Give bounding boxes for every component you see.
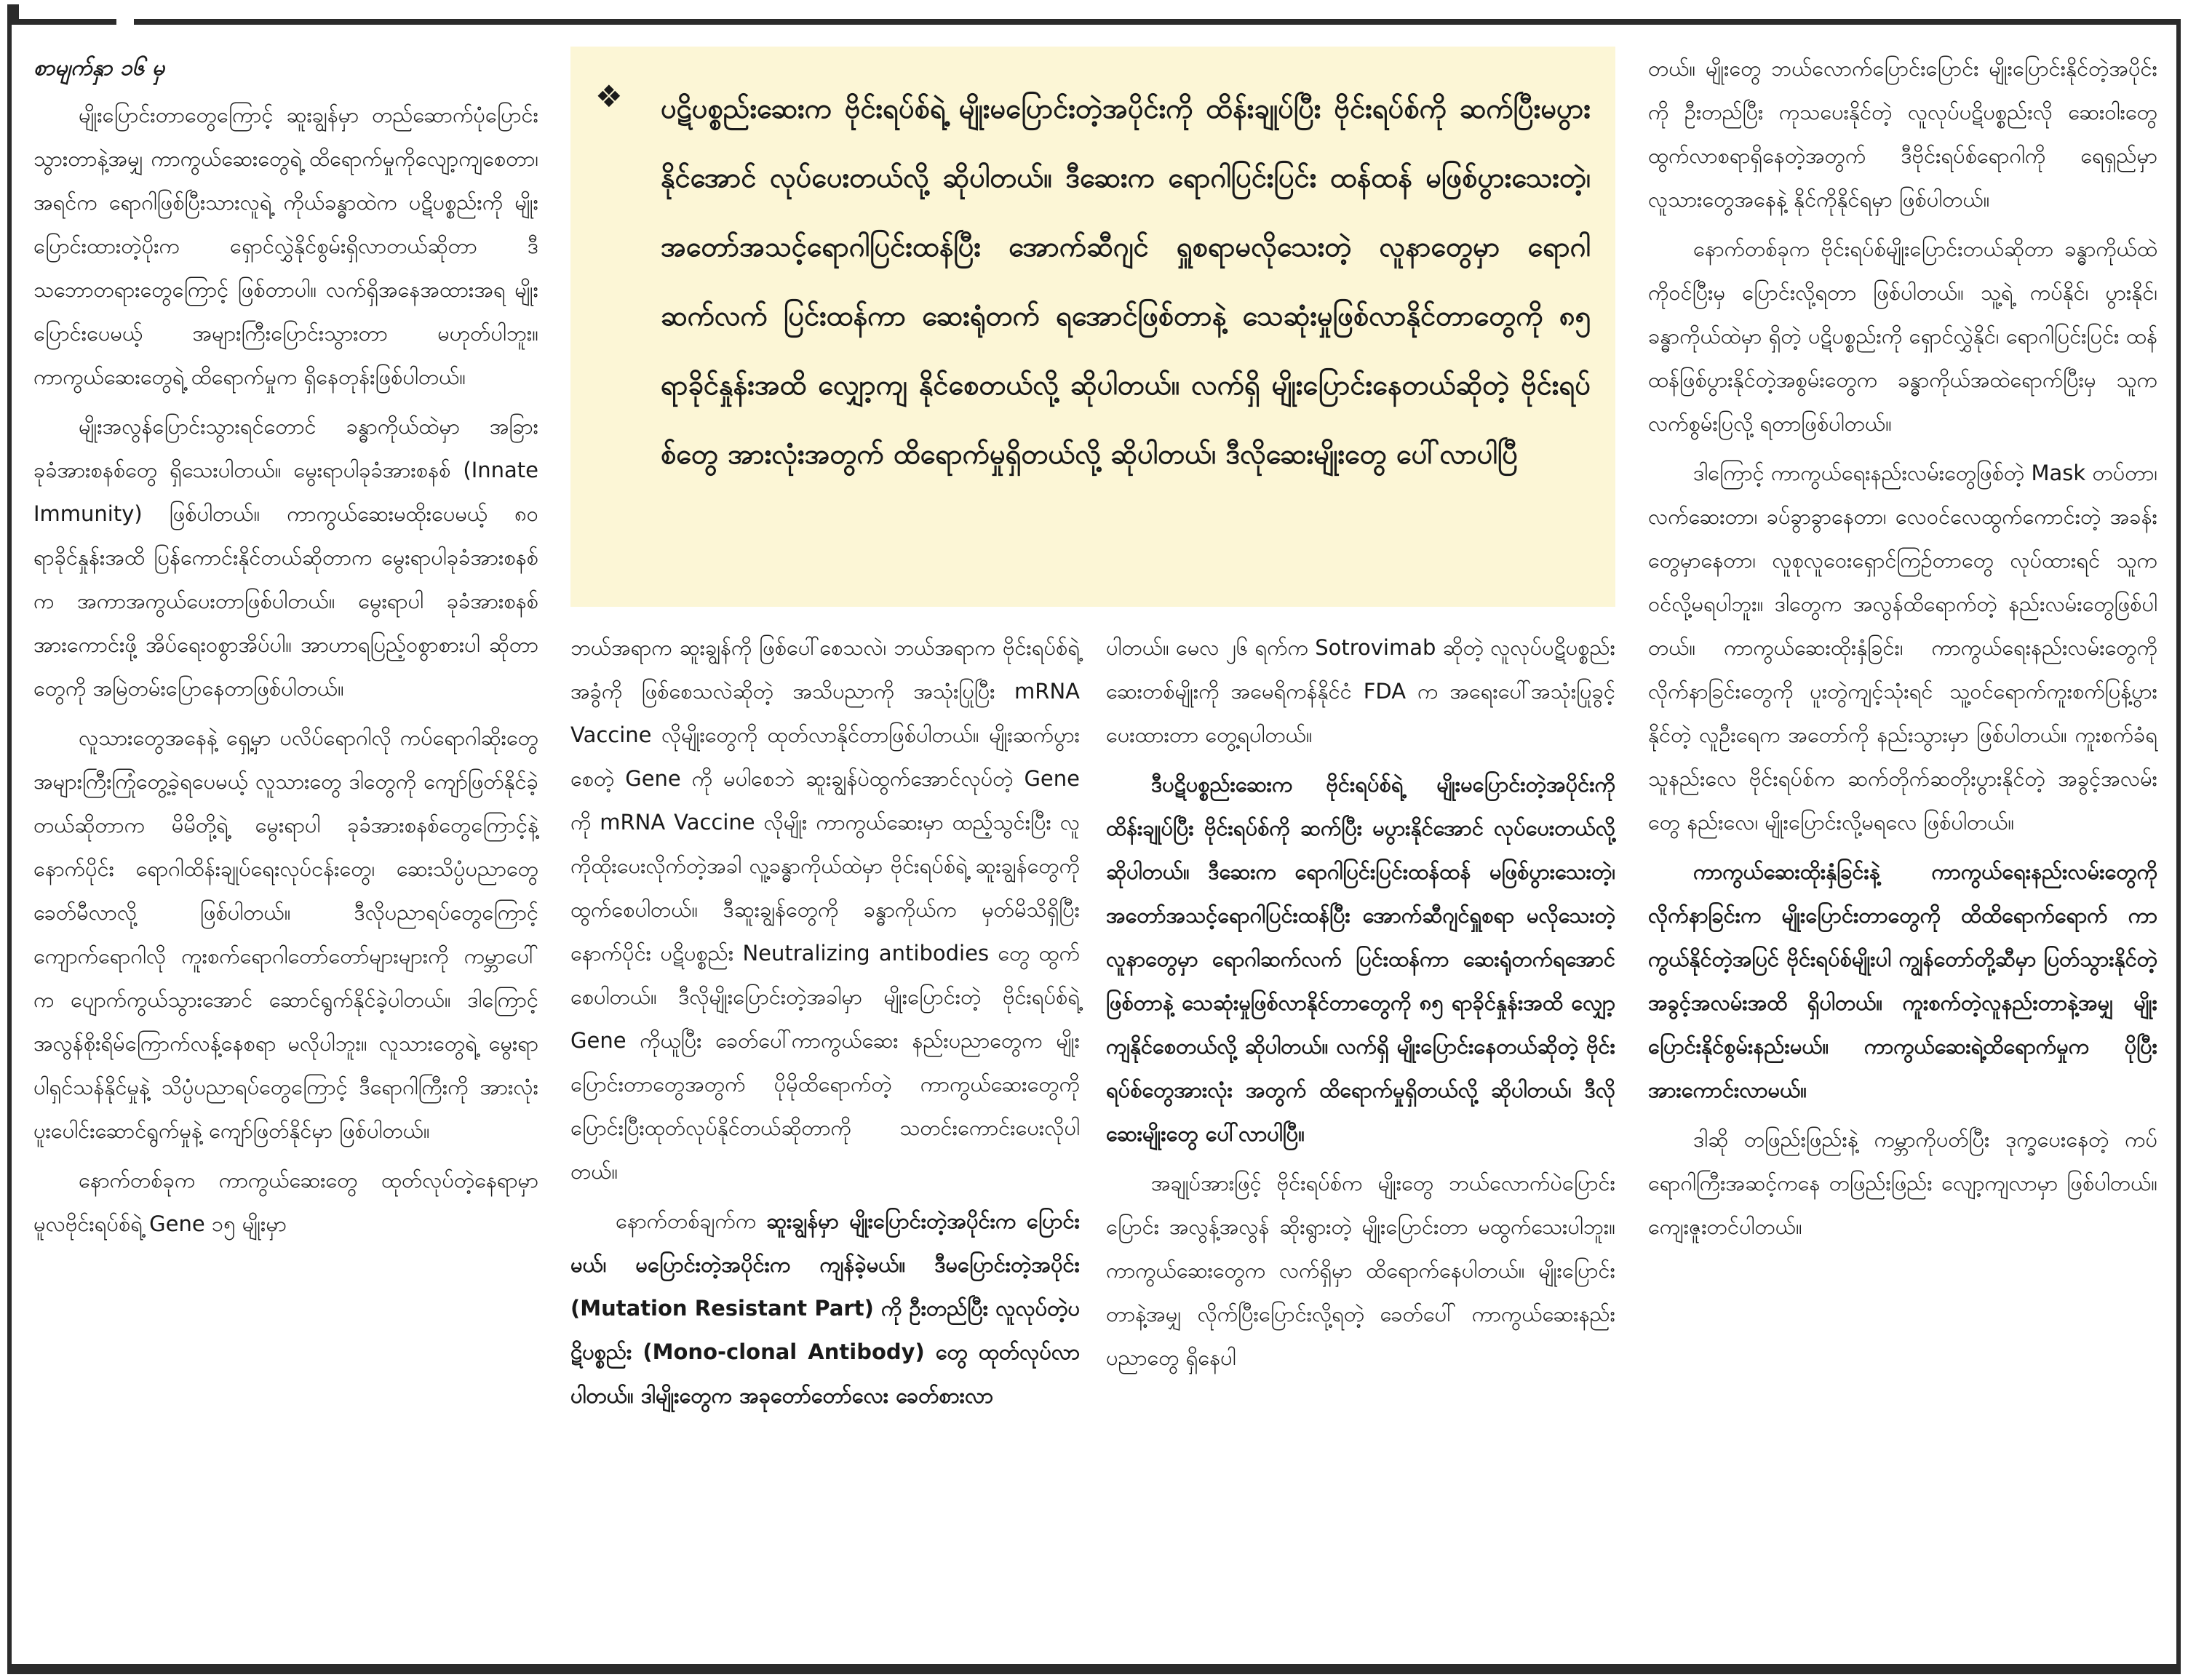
article-column-4 <box>1648 47 2157 1254</box>
top-rule-bar <box>134 19 2181 25</box>
paragraph: ဒါဆို တဖြည်းဖြည်းနဲ့ ကမ္ဘာကိုပတ်ပြီး ဒုက္ခပေးနေတဲ့ ကပ်ရောဂါကြီးအဆင့်ကနေ တဖြည်းဖြည်း လျော့ကျလာမှာ ဖြစ်ပါတယ်။ ကျေးဇူးတင်ပါတယ်။ <box>1648 1127 2157 1239</box>
paragraph: မျိုးအလွန်ပြောင်းသွားရင်တောင် ခန္ဓာကိုယ်ထဲမှာ အခြားခုခံအားစနစ်တွေ ရှိသေးပါတယ်။ မွေးရာပါခုခံအားစနစ် (Innate Immunity) ဖြစ်ပါတယ်။ ကာကွယ်ဆေးမထိုးပေမယ့် ၈၀ ရာခိုင်နှုန်းအထိ ပြန်ကောင်းနိုင်တယ်ဆိုတာက မွေးရာပါခုခံအားစနစ်က အကာအကွယ်ပေးတာဖြစ်ပါတယ်။ မွေးရာပါ ခုခံအားစနစ်အားကောင်းဖို့ အိပ်ရေးဝစွာအိပ်ပါ။ အာဟာရပြည့်ဝစွာစားပါ ဆိုတာတွေကို အမြဲတမ်းပြောနေတာဖြစ်ပါတယ်။ <box>33 414 538 701</box>
continued-from-label: စာမျက်နှာ ၁၆ မှ <box>33 55 165 81</box>
bold-text: ဆူးချွန်မှာ မျိုးပြောင်းတဲ့အပိုင်းက ပြောင်းမယ်၊ မပြောင်းတဲ့အပိုင်းက ကျန်ခဲ့မယ်။ ဒီမပြောင်းတဲ့အပိုင်း (Mutation Resistant Part) ကို ဦးတည်ပြီး လူလုပ်တဲ့ပဋိပစ္စည်း (Mono-clonal Antibody) တွေ ထုတ်လုပ်လာပါတယ်။ ဒါမျိုးတွေက အခုတော်တော်လေး ခေတ်စားလာ <box>570 1209 1081 1408</box>
paragraph: နောက်တစ်ခုက ကာကွယ်ဆေးတွေ ထုတ်လုပ်တဲ့နေရာမှာ မူလဗိုင်းရပ်စ်ရဲ့ Gene ၁၅ မျိုးမှာ <box>33 1168 538 1236</box>
pull-quote-text: ပဋိပစ္စည်းဆေးက ဗိုင်းရပ်စ်ရဲ့ မျိုးမပြောင်းတဲ့အပိုင်းကို ထိန်းချုပ်ပြီး ဗိုင်းရပ်စ်ကို ဆက်ပြီးမပွားနိုင်အောင် လုပ်ပေးတယ်လို့ ဆိုပါတယ်။ ဒီဆေးက ရောဂါပြင်းပြင်း ထန်ထန် မဖြစ်ပွားသေးတဲ့၊ အတော်အသင့်ရောဂါပြင်းထန်ပြီး အောက်ဆီဂျင် ရှူစရာမလိုသေးတဲ့ လူနာတွေမှာ ရောဂါဆက်လက် ပြင်းထန်ကာ ဆေးရုံတက် ရအောင်ဖြစ်တာနဲ့ သေဆုံးမှုဖြစ်လာနိုင်တာတွေကို ၈၅ ရာခိုင်နှုန်းအထိ လျှော့ကျ နိုင်စေတယ်လို့ ဆိုပါတယ်။ လက်ရှိ မျိုးပြောင်းနေတယ်ဆိုတဲ့ ဗိုင်းရပ်စ်တွေ အားလုံးအတွက် ထိရောက်မှုရှိတယ်လို့ ဆိုပါတယ်၊ ဒီလိုဆေးမျိုးတွေ ပေါ်လာပါပြီ <box>661 92 1591 470</box>
page-frame-left <box>7 4 12 1671</box>
bottom-rule <box>7 1664 2181 1674</box>
pull-quote-box <box>570 47 1615 607</box>
paragraph: လူသားတွေအနေနဲ့ ရှေ့မှာ ပလိပ်ရောဂါလို ကပ်ရောဂါဆိုးတွေ အများကြီးကြုံတွေ့ခဲ့ရပေမယ့် လူသားတွေ ဒါတွေကို ကျော်ဖြတ်နိုင်ခဲ့တယ်ဆိုတာက မိမိတို့ရဲ့ မွေးရာပါ ခုခံအားစနစ်တွေကြောင့်နဲ့ နောက်ပိုင်း ရောဂါထိန်းချုပ်ရေးလုပ်ငန်းတွေ၊ ဆေးသိပ္ပံပညာတွေ ခေတ်မီလာလို့ ဖြစ်ပါတယ်။ ဒီလိုပညာရပ်တွေကြောင့် ကျောက်ရောဂါလို ကူးစက်ရောဂါတော်တော်များများကို ကမ္ဘာပေါ်က ပျောက်ကွယ်သွားအောင် ဆောင်ရွက်နိုင်ခဲ့ပါတယ်။ ဒါကြောင့် အလွန်စိုးရိမ်ကြောက်လန့်နေစရာ မလိုပါဘူး။ လူသားတွေရဲ့ မွေးရာပါရှင်သန်နိုင်မှုနဲ့ သိပ္ပံပညာရပ်တွေကြောင့် ဒီရောဂါကြီးကို အားလုံးပူးပေါင်းဆောင်ရွက်မှုနဲ့ ကျော်ဖြတ်နိုင်မှာ ဖြစ်ပါတယ်။ <box>33 725 538 1143</box>
paragraph: အချုပ်အားဖြင့် ဗိုင်းရပ်စ်က မျိုးတွေ ဘယ်လောက်ပဲပြောင်းပြောင်း အလွန့်အလွန် ဆိုးရွားတဲ့ မျိုးပြောင်းတာ မထွက်သေးပါဘူး။ ကာကွယ်ဆေးတွေက လက်ရှိမှာ ထိရောက်နေပါတယ်။ မျိုးပြောင်းတာနဲ့အမျှ လိုက်ပြီးပြောင်းလို့ရတဲ့ ခေတ်ပေါ် ကာကွယ်ဆေးနည်းပညာတွေ ရှိနေပါ <box>1106 1171 1615 1370</box>
paragraph: ဒါကြောင့် ကာကွယ်ရေးနည်းလမ်းတွေဖြစ်တဲ့ Mask တပ်တာ၊ လက်ဆေးတာ၊ ခပ်ခွာခွာနေတာ၊ လေဝင်လေထွက်ကောင်းတဲ့ အခန်းတွေမှာနေတာ၊ လူစုလူဝေးရှောင်ကြဉ်တာတွေ လုပ်ထားရင် သူက ဝင်လို့မရပါဘူး။ ဒါတွေက အလွန်ထိရောက်တဲ့ နည်းလမ်းတွေဖြစ်ပါတယ်။ ကာကွယ်ဆေးထိုးနှံခြင်း၊ ကာကွယ်ရေးနည်းလမ်းတွေကို လိုက်နာခြင်းတွေကို ပူးတွဲကျင့်သုံးရင် သူ့ဝင်ရောက်ကူးစက်ပြန့်ပွားနိုင်တဲ့ လူဦးရေက အတော်ကို နည်းသွားမှာ ဖြစ်ပါတယ်။ ကူးစက်ခံရသူနည်းလေ ဗိုင်းရပ်စ်က ဆက်တိုက်ဆတိုးပွားနိုင်တဲ့ အခွင့်အလမ်းတွေ နည်းလေ၊ မျိုးပြောင်းလို့မရလေ ဖြစ်ပါတယ်။ <box>1648 461 2157 835</box>
article-column-3 <box>1106 626 1615 1385</box>
paragraph-bold-lead <box>570 1199 1080 1417</box>
paragraph: ပါတယ်။ မေလ ၂၆ ရက်က Sotrovimab ဆိုတဲ့ လူလုပ်ပဋိပစ္စည်းဆေးတစ်မျိုးကို အမေရိကန်နိုင်ငံ FDA က အရေးပေါ်အသုံးပြုခွင့်ပေးထားတာ တွေ့ရပါတယ်။ <box>1106 635 1615 747</box>
article-column-1 <box>33 47 538 1251</box>
paragraph-bold: ဒီပဋိပစ္စည်းဆေးက ဗိုင်းရပ်စ်ရဲ့ မျိုးမပြောင်းတဲ့အပိုင်းကို ထိန်းချုပ်ပြီး ဗိုင်းရပ်စ်ကို ဆက်ပြီး မပွားနိုင်အောင် လုပ်ပေးတယ်လို့ ဆိုပါတယ်။ ဒီဆေးက ရောဂါပြင်းပြင်းထန်ထန် မဖြစ်ပွားသေးတဲ့၊ အတော်အသင့်ရောဂါပြင်းထန်ပြီး အောက်ဆီဂျင်ရှူစရာ မလိုသေးတဲ့ လူနာတွေမှာ ရောဂါဆက်လက် ပြင်းထန်ကာ ဆေးရုံတက်ရအောင်ဖြစ်တာနဲ့ သေဆုံးမှုဖြစ်လာနိုင်တာတွေကို ၈၅ ရာခိုင်နှုန်းအထိ လျှော့ကျနိုင်စေတယ်လို့ ဆိုပါတယ်။ လက်ရှိ မျိုးပြောင်းနေတယ်ဆိုတဲ့ ဗိုင်းရပ်စ်တွေအားလုံး အတွက် ထိရောက်မှုရှိတယ်လို့ ဆိုပါတယ်၊ ဒီလို ဆေးမျိုးတွေ ပေါ်လာပါပြီ။ <box>1106 772 1615 1146</box>
paragraph-bold: ကာကွယ်ဆေးထိုးနှံခြင်းနဲ့ ကာကွယ်ရေးနည်းလမ်းတွေကို လိုက်နာခြင်းက မျိုးပြောင်းတာတွေကို ထိထိရောက်ရောက် ကာကွယ်နိုင်တဲ့အပြင် ဗိုင်းရပ်စ်မျိုးပါ ကျွန်တော်တို့ဆီမှာ ပြတ်သွားနိုင်တဲ့ အခွင့်အလမ်းအထိ ရှိပါတယ်။ ကူးစက်တဲ့လူနည်းတာနဲ့အမျှ မျိုးပြောင်းနိုင်စွမ်းနည်းမယ်။ ကာကွယ်ဆေးရဲ့ထိရောက်မှုက ပိုပြီးအားကောင်းလာမယ်။ <box>1648 859 2157 1102</box>
article-column-2 <box>570 626 1080 1423</box>
paragraph: တယ်။ မျိုးတွေ ဘယ်လောက်ပြောင်းပြောင်း မျိုးပြောင်းနိုင်တဲ့အပိုင်းကို ဦးတည်ပြီး ကုသပေးနိုင်တဲ့ လူလုပ်ပဋိပစ္စည်းလို ဆေးဝါးတွေ ထွက်လာစရာရှိနေတဲ့အတွက် ဒီဗိုင်းရပ်စ်ရောဂါကို ရေရှည်မှာ လူသားတွေအနေနဲ့ နိုင်ကိုနိုင်ရမှာ ဖြစ်ပါတယ်။ <box>1648 56 2157 212</box>
paragraph: နောက်တစ်ခုက ဗိုင်းရပ်စ်မျိုးပြောင်းတယ်ဆိုတာ ခန္ဓာကိုယ်ထဲကိုဝင်ပြီးမှ ပြောင်းလို့ရတာ ဖြစ်ပါတယ်။ သူ့ရဲ့ ကပ်နိုင်၊ ပွားနိုင်၊ ခန္ဓာကိုယ်ထဲမှာ ရှိတဲ့ ပဋိပစ္စည်းကို ရှောင်လွှဲနိုင်၊ ရောဂါပြင်းပြင်း ထန်ထန်ဖြစ်ပွားနိုင်တဲ့အစွမ်းတွေက ခန္ဓာကိုယ်အထဲရောက်ပြီးမှ သူက လက်စွမ်းပြလို့ ရတာဖြစ်ပါတယ်။ <box>1648 236 2157 436</box>
page-frame-right <box>2176 15 2181 1673</box>
lead-text: နောက်တစ်ချက်က <box>616 1209 757 1233</box>
paragraph: မျိုးပြောင်းတာတွေကြောင့် ဆူးချွန်မှာ တည်ဆောက်ပုံပြောင်းသွားတာနဲ့အမျှ ကာကွယ်ဆေးတွေရဲ့ ထိရောက်မှုကိုလျော့ကျစေတာ၊ အရင်က ရောဂါဖြစ်ပြီးသားလူရဲ့ ကိုယ်ခန္ဓာထဲက ပဋိပစ္စည်းကို မျိုးပြောင်းထားတဲ့ပိုးက ရှောင်လွှဲနိုင်စွမ်းရှိလာတယ်ဆိုတာ ဒီသဘောတရားတွေကြောင့် ဖြစ်တာပါ။ လက်ရှိအနေအထားအရ မျိုးပြောင်းပေမယ့် အများကြီးပြောင်းသွားတာ မဟုတ်ပါဘူး။ ကာကွယ်ဆေးတွေရဲ့ ထိရောက်မှုက ရှိနေတုန်းဖြစ်ပါတယ်။ <box>33 103 538 389</box>
top-rule <box>7 4 2181 20</box>
diamond-bullet-icon: ❖ <box>595 79 623 114</box>
paragraph: ဘယ်အရာက ဆူးချွန်ကို ဖြစ်ပေါ်စေသလဲ၊ ဘယ်အရာက ဗိုင်းရပ်စ်ရဲ့အခွံကို ဖြစ်စေသလဲဆိုတဲ့ အသိပညာကို အသုံးပြုပြီး mRNA Vaccine လိုမျိုးတွေကို ထုတ်လာနိုင်တာဖြစ်ပါတယ်။ မျိုးဆက်ပွားစေတဲ့ Gene ကို မပါစေဘဲ ဆူးချွန်ပဲထွက်အောင်လုပ်တဲ့ Gene ကို mRNA Vaccine လိုမျိုး ကာကွယ်ဆေးမှာ ထည့်သွင်းပြီး လူကိုထိုးပေးလိုက်တဲ့အခါ လူ့ခန္ဓာကိုယ်ထဲမှာ ဗိုင်းရပ်စ်ရဲ့ ဆူးချွန်တွေကို ထွက်စေပါတယ်။ ဒီဆူးချွန်တွေကို ခန္ဓာကိုယ်က မှတ်မိသိရှိပြီးနောက်ပိုင်း ပဋိပစ္စည်း Neutralizing antibodies တွေ ထွက်စေပါတယ်။ ဒီလိုမျိုးပြောင်းတဲ့အခါမှာ မျိုးပြောင်းတဲ့ ဗိုင်းရပ်စ်ရဲ့ Gene ကိုယူပြီး ခေတ်ပေါ်ကာကွယ်ဆေး နည်းပညာတွေက မျိုးပြောင်းတာတွေအတွက် ပိုမိုထိရောက်တဲ့ ကာကွယ်ဆေးတွေကို ပြောင်းပြီးထုတ်လုပ်နိုင်တယ်ဆိုတာကို သတင်းကောင်းပေးလိုပါတယ်။ <box>570 635 1080 1184</box>
top-rule-left-segment <box>7 19 116 25</box>
